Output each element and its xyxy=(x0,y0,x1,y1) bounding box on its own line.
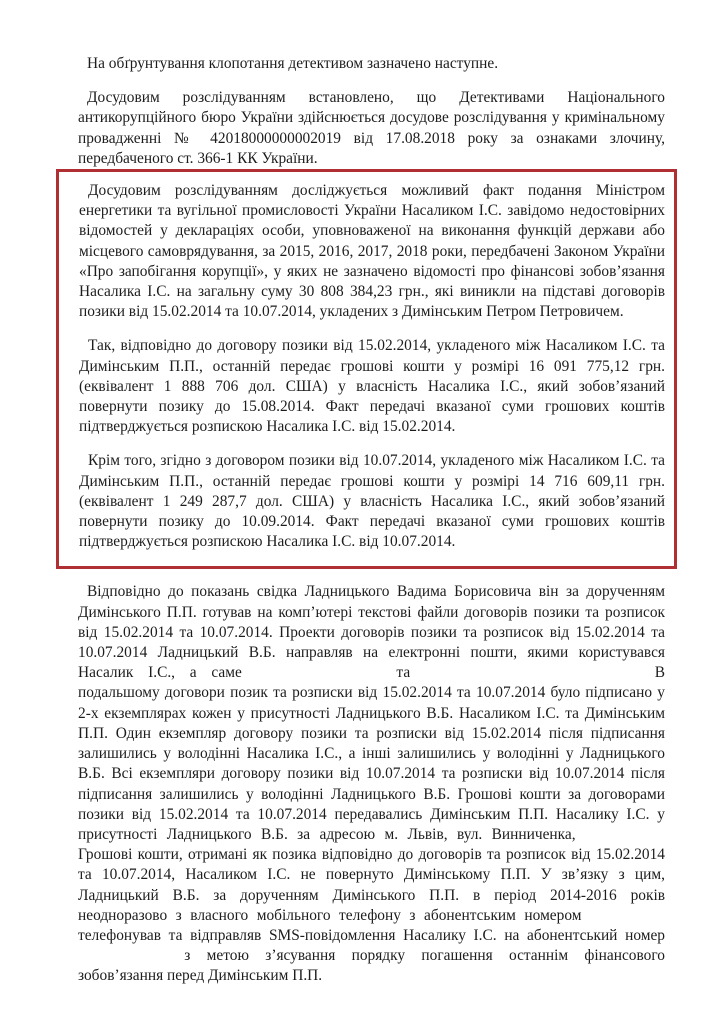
paragraph-case-info: Досудовим розслідуванням встановлено, що Детективами Національного антикорупційного бюро України здійснюється досудове розслідування у кримінальному провадженні № 42018000000002019 від 17.08.2018 року за ознаками злочину, передбаченого ст. 366-1 КК України. xyxy=(78,89,665,167)
boxed-paragraph-loan-2014-07: Крім того, згідно з договором позики від 10.07.2014, укладеного між Насаликом І.С. та Димінським П.П., останній передає грошові кошти у розмірі 14 716 609,11 грн. (еквівалент 1 249 287,7 дол. США) у власність Насалика І.С., який зобов’язаний повернути позику до 10.09.2014. Факт передачі вказаної суми грошових коштів підтверджується розпискою Насалика І.С. від 10.07.2014. xyxy=(79,452,665,551)
witness-text-segment: та xyxy=(396,664,411,682)
red-highlight-box xyxy=(56,169,677,569)
paragraph-intro: На обґрунтування клопотання детективом зазначено наступне. xyxy=(87,55,499,72)
redacted-phone-number-1 xyxy=(590,919,665,920)
boxed-paragraph-loan-2014-02: Так, відповідно до договору позики від 15.02.2014, укладеного між Насаликом І.С. та Димінським П.П., останній передає грошові кошти у розмірі 16 091 775,12 грн. (еквівалент 1 888 706 дол. США) у власність Насалика І.С., який зобов’язаний повернути позику до 15.08.2014. Факт передачі вказаної суми грошових коштів підтверджується розпискою Насалика І.С. від 15.02.2014. xyxy=(79,337,665,436)
witness-text-segment: В подальшому договори позик та розписки від 15.02.2014 та 10.07.2014 було підписано у 2-х екземплярах кожен у присутності Ладницького В.Б. Насаликом І.С. та Димінським П.П. Один екземпляр договору позики та розписки від 15.02.2014 після підписання залишились у володінні Насалика І.С., а інші залишились у володінні у Ладницького В.Б. Всі екземпляри договору позики від 10.07.2014 та розписки від 10.07.2014 після підписання залишились у володінні Ладницького В.Б. Грошові кошти за договорами позики від 15.02.2014 та 10.07.2014 передавались Димінським П.П. Насалику І.С. у присутності Ладницького В.Б. за адресою м. Львів, вул. Винниченка, xyxy=(78,664,665,843)
redacted-email-1 xyxy=(257,676,382,677)
redacted-phone-number-2 xyxy=(78,959,168,960)
redacted-email-2 xyxy=(425,676,640,677)
redacted-address-number xyxy=(585,838,665,839)
witness-text-segment: телефонував та відправляв SMS-повідомлення Насалику І.С. на абонентський номер xyxy=(78,926,665,944)
witness-text-segment: Грошові кошти, отримані як позика відповідно до договорів та розписок від 15.02.2014 та 10.07.2014, Насаликом І.С. не повернуто Димінському П.П. У зв’язку з цим, Ладницький В.Б. за дорученням Димінського П.П. в період 2014-2016 років неодноразово з власного мобільного телефону з абонентським номером xyxy=(78,846,665,924)
boxed-paragraph-declarations: Досудовим розслідуванням досліджується можливий факт подання Міністром енергетики та вугільної промисловості України Насаликом І.С. завідомо недостовірних відомостей у деклараціях особи, уповноваженої на виконання функцій держави або місцевого самоврядування, за 2015, 2016, 2017, 2018 роки, передбачені Законом України «Про запобігання корупції», у яких не зазначено відомості про фінансові зобов’язання Насалика І.С. на загальну суму 30 808 384,23 грн., які виникли на підставі договорів позики від 15.02.2014 та 10.07.2014, укладених з Димінським Петром Петровичем. xyxy=(79,182,665,321)
witness-text-segment: Відповідно до показань свідка Ладницького Вадима Борисовича він за дорученням Димінського П.П. готував на комп’ютері текстові файли договорів позики та розписок від 15.02.2014 та 10.07.2014. Проекти договорів позики та розписок від 15.02.2014 та 10.07.2014 Ладницький В.Б. направляв на електронні пошти, якими користувався Насалик І.С., а саме xyxy=(78,583,665,682)
witness-text-segment: з метою з’ясування порядку погашення останнім фінансового зобов’язання перед Димінським П.П. xyxy=(78,947,665,985)
paragraph-witness-testimony xyxy=(78,582,665,986)
